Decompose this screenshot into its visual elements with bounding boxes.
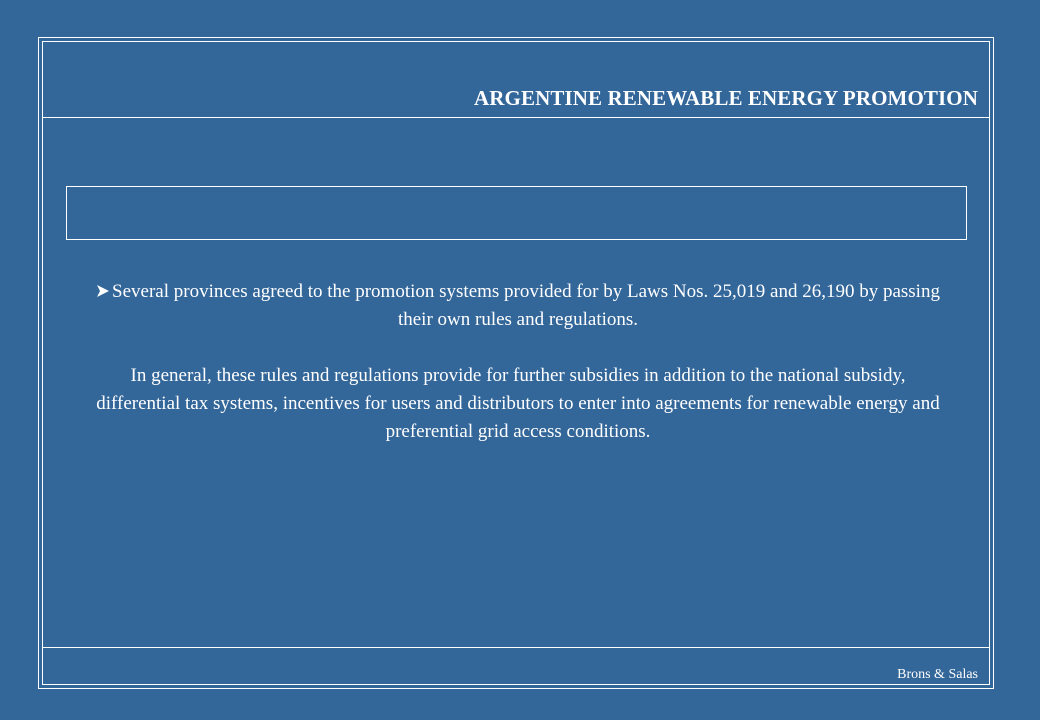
footer-divider (42, 647, 990, 648)
empty-text-box (66, 186, 967, 240)
footer-brand: Brons & Salas (897, 667, 978, 682)
bullet-item (90, 278, 946, 334)
slide-body (90, 278, 946, 446)
bullet-text: Several provinces agreed to the promotion systems provided for by Laws Nos. 25,019 and 26,190 by passing their own rules and regulations. (112, 281, 940, 330)
arrow-bullet-icon (96, 279, 110, 293)
header-divider (42, 117, 990, 118)
body-paragraph: In general, these rules and regulations provide for further subsidies in addition to the national subsidy, differential tax systems, incentives for users and distributors to enter into agreements for renewable energy and preferential grid access conditions. (96, 365, 940, 442)
page-title: ARGENTINE RENEWABLE ENERGY PROMOTION (474, 86, 978, 110)
